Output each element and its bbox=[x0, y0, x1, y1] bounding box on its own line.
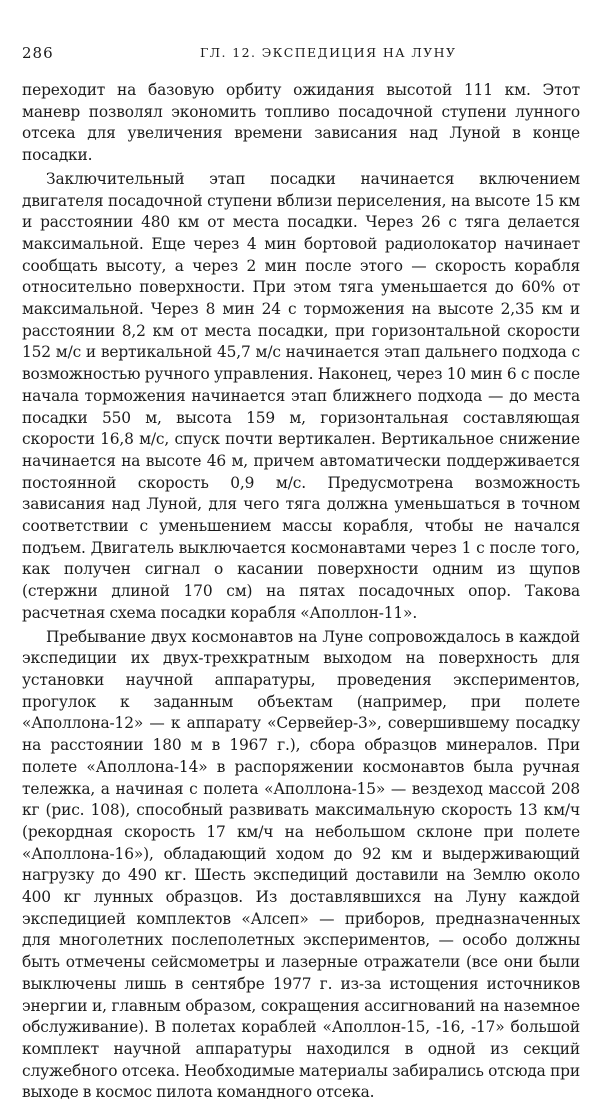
paragraph-3: Пребывание двух космонавтов на Луне сопровождалось в каждой экспедиции их двух-трехкратным выходом на поверхность для установки научной аппаратуры, проведения экспериментов, прогулок к заданным объектам (например, при полете «Аполлона-12» — к аппарату «Сервейер-3», совершившему посадку на расстоянии 180 м в 1967 г.), сбора образцов минералов. При полете «Аполлона-14» в распоряжении космонавтов была ручная тележка, а начиная с полета «Аполлона-15» — вездеход массой 208 кг (рис. 108), способный развивать максимальную скорость 13 км/ч (рекордная скорость 17 км/ч на небольшом склоне при полете «Аполлона-16»), обладающий ходом до 92 км и выдерживающий нагрузку до 490 кг. Шесть экспедиций доставили на Землю около 400 кг лунных образцов. Из доставлявшихся на Луну каждой экспедицией комплектов «Алсеп» — приборов, предназначенных для многолетних послеполетных экспериментов, — особо должны быть отмечены сейсмометры и лазерные отражатели (все они были выключены лишь в сентябре 1977 г. из-за истощения источников энергии и, главным образом, сокращения ассигнований на наземное обслуживание). В полетах кораблей «Аполлон-15, -16, -17» большой комплект научной аппаратуры находился в одной из секций служебного отсека. Необходимые материалы забирались отсюда при выходе в космос пилота командного отсека. bbox=[22, 627, 580, 1102]
paragraph-2: Заключительный этап посадки начинается включением двигателя посадочной ступени вблизи периселения, на высоте 15 км и расстоянии 480 км от места посадки. Через 26 с тяга делается максимальной. Еще через 4 мин бортовой радиолокатор начинает сообщать высоту, а через 2 мин после этого — скорость корабля относительно поверхности. При этом тяга уменьшается до 60% от максимальной. Через 8 мин 24 с торможения на высоте 2,35 км и расстоянии 8,2 км от места посадки, при горизонтальной скорости 152 м/с и вертикальной 45,7 м/с начинается этап дальнего подхода с возможностью ручного управления. Наконец, через 10 мин 6 с после начала торможения начинается этап ближнего подхода — до места посадки 550 м, высота 159 м, горизонтальная составляющая скорости 16,8 м/с, спуск почти вертикален. Вертикальное снижение начинается на высоте 46 м, причем автоматически поддерживается постоянной скорость 0,9 м/с. Предусмотрена возможность зависания над Луной, для чего тяга должна уменьшаться в точном соответствии с уменьшением массы корабля, чтобы не начался подъем. Двигатель выключается космонавтами через 1 с после того, как получен сигнал о касании поверхности одним из щупов (стержни длиной 170 см) на пятах посадочных опор. Такова расчетная схема посадки корабля «Аполлон-11». bbox=[22, 169, 580, 622]
paragraph-1: переходит на базовую орбиту ожидания высотой 111 км. Этот маневр позволял экономить топливо посадочной ступени лунного отсека для увеличения времени зависания над Луной в конце посадки. bbox=[22, 81, 580, 165]
page-number: 286 bbox=[22, 44, 54, 62]
body-text bbox=[22, 80, 580, 1104]
running-head bbox=[22, 44, 580, 66]
chapter-title: ГЛ. 12. ЭКСПЕДИЦИЯ НА ЛУНУ bbox=[200, 45, 457, 60]
book-page bbox=[22, 44, 580, 1106]
